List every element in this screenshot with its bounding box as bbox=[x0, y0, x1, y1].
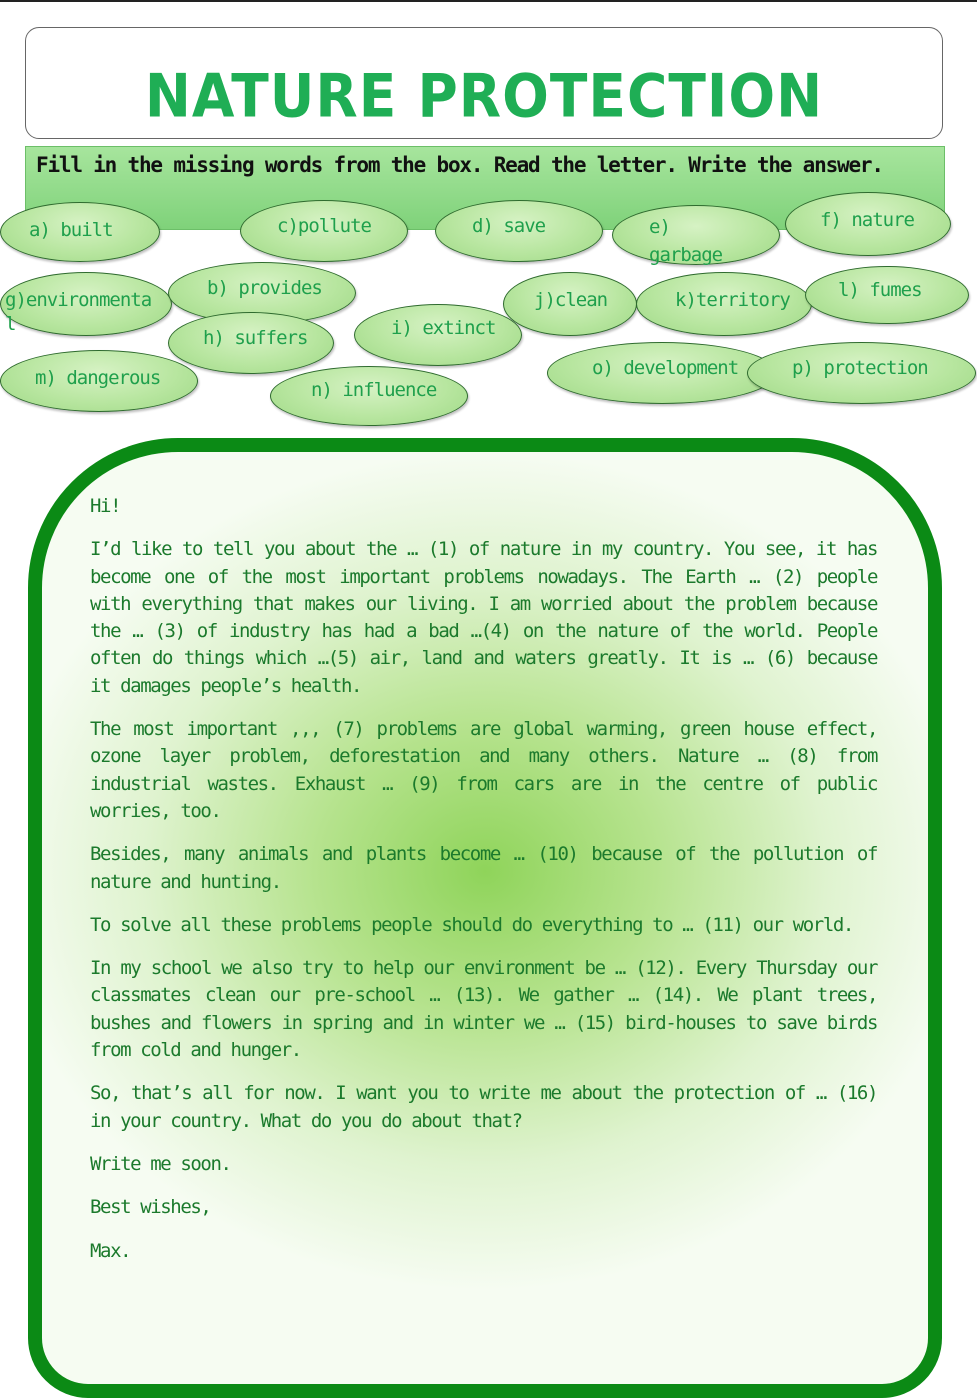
letter-paragraph-4: To solve all these problems people should do everything to … (11) our world. bbox=[90, 913, 853, 936]
word-c bbox=[240, 200, 408, 262]
word-l bbox=[805, 266, 969, 324]
word-p-label: p) protection bbox=[792, 357, 928, 379]
word-k-label: k)territory bbox=[675, 289, 790, 311]
letter-signature: Max. bbox=[90, 1239, 131, 1262]
word-f-label: f) nature bbox=[820, 209, 914, 231]
word-p bbox=[747, 342, 976, 404]
word-h-label: h) suffers bbox=[203, 327, 308, 349]
letter-paragraph-5: In my school we also try to help our environment be … (12). Every Thursday our classmates clean our pre-school … (13). We gather … (14). We plant trees, bushes and flowers in spring and in winter we … (15) bird-houses to save birds from cold and hunger. bbox=[90, 957, 877, 1062]
letter-greeting: Hi! bbox=[90, 495, 121, 517]
letter-paragraph-1: I’d like to tell you about the … (1) of nature in my country. You see, it has become one of the most important problems nowadays. The Earth … (2) people with everything that makes our living. I am worried about the problem because the … (3) of industry has had a bad …(4) on the nature of the world. People often do things which …(5) air, land and waters greatly. It is … (6) because it damages people’s health. bbox=[90, 538, 877, 697]
page-title: NATURE PROTECTION bbox=[144, 61, 824, 131]
word-n bbox=[270, 366, 468, 426]
word-e-label-wrap: garbage bbox=[649, 244, 723, 266]
word-e bbox=[612, 205, 780, 265]
word-j-label: j)clean bbox=[534, 289, 608, 311]
instruction-text: Fill in the missing words from the box. Read the letter. Write the answer. bbox=[36, 153, 883, 177]
letter-paragraph-2: The most important ,,, (7) problems are global warming, green house effect, ozone layer problem, deforestation and many others. Nature … (8) from industrial wastes. Exhaust … (9) from cars are in the centre of public worries, too. bbox=[90, 718, 877, 822]
word-d bbox=[435, 200, 603, 262]
word-d-label: d) save bbox=[472, 215, 546, 237]
letter-closing-2: Best wishes, bbox=[90, 1196, 211, 1219]
title-box bbox=[25, 27, 943, 139]
word-g bbox=[0, 272, 172, 336]
letter-paragraph-3: Besides, many animals and plants become … (10) because of the pollution of nature and hunting. bbox=[90, 843, 877, 893]
letter-paragraph-6: So, that’s all for now. I want you to write me about the protection of … (16) in your country. What do you do about that? bbox=[90, 1082, 877, 1132]
word-b-label: b) provides bbox=[207, 277, 322, 299]
word-n-label: n) influence bbox=[311, 379, 437, 401]
word-l-label: l) fumes bbox=[838, 279, 922, 301]
word-i-label: i) extinct bbox=[391, 317, 496, 339]
word-j bbox=[503, 272, 637, 336]
word-k bbox=[636, 272, 812, 336]
word-m-label: m) dangerous bbox=[35, 367, 161, 389]
word-e-label: e) bbox=[649, 216, 670, 238]
word-f bbox=[785, 192, 951, 256]
word-i bbox=[354, 304, 522, 366]
word-o-label: o) development bbox=[592, 357, 739, 379]
word-o bbox=[547, 342, 777, 404]
word-g-label-wrap: l bbox=[5, 313, 16, 335]
letter-closing-1: Write me soon. bbox=[90, 1152, 231, 1175]
word-m bbox=[0, 350, 198, 412]
word-h bbox=[168, 312, 334, 374]
word-c-label: c)pollute bbox=[277, 215, 371, 237]
word-a-label: a) built bbox=[29, 219, 113, 241]
word-a bbox=[0, 202, 160, 262]
word-g-label: g)environmenta bbox=[5, 289, 152, 311]
top-rule bbox=[0, 0, 977, 2]
letter-body bbox=[90, 493, 877, 1281]
